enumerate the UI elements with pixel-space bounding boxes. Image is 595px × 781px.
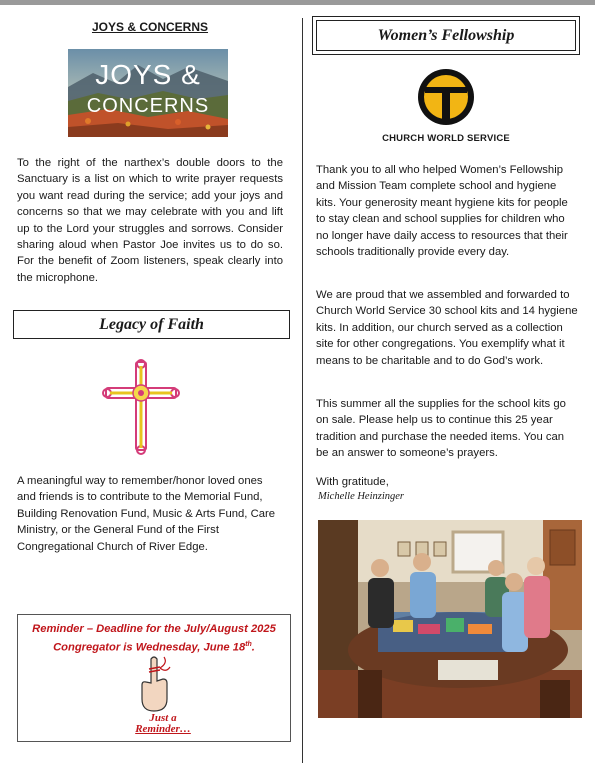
church-world-service-logo-icon — [417, 68, 475, 126]
column-divider — [302, 18, 303, 763]
joys-concerns-banner-image — [68, 49, 228, 137]
legacy-of-faith-heading: Legacy of Faith — [13, 310, 290, 339]
badge-line-2: Reminder… — [135, 723, 191, 735]
signature: Michelle Heinzinger — [318, 491, 405, 502]
legacy-of-faith-paragraph: A meaningful way to remember/honor loved ones and friends is to contribute to the Memorial Fund, Building Renovation Fund, Music & Arts Fund, Care Ministry, or the General Fund of the First Congregational Church of River Edge. — [17, 475, 276, 553]
closing-salutation: With gratitude, — [316, 476, 389, 488]
just-a-reminder-badge — [118, 713, 208, 735]
womens-fellowship-paragraph-2: We are proud that we assembled and forwarded to Church World Service 30 school kits and 14 hygiene kits. In addition, our church served as a collection site for other congregations. You exemplify what it means to be charitable and to do God’s work. — [316, 289, 578, 367]
womens-fellowship-paragraph-3: This summer all the supplies for the school kits go on sale. Please help us to continue this 25 year tradition and purchase the needed items. You can be an answer to someone’s prayers. — [316, 398, 566, 460]
reminder-box — [17, 614, 291, 742]
reminder-line-1: Reminder – Deadline for the July/August 2025 — [32, 623, 276, 635]
reminder-text — [18, 621, 290, 656]
finger-string-icon — [134, 655, 174, 715]
reminder-line-2 — [18, 637, 290, 656]
banner-text-concerns: CONCERNS — [86, 95, 210, 117]
womens-fellowship-paragraph-1: Thank you to all who helped Women’s Fellowship and Mission Team complete school and hygiene kits. Your generosity meant hygiene kits for people to stay clean and school supplies for children who no longer have daily access to resources that their schools traditionally provide every day. — [316, 164, 568, 259]
banner-text-joys: JOYS & — [95, 59, 201, 90]
womens-fellowship-heading-frame — [312, 16, 580, 55]
reminder-date-suffix: th — [245, 641, 252, 648]
reminder-line-2-text: Congregator is Wednesday, June 18 — [53, 641, 246, 654]
church-world-service-logo-text: CHURCH WORLD SERVICE — [382, 133, 510, 144]
group-photo-image — [318, 520, 582, 718]
volunteers-photo — [318, 520, 582, 718]
reminder-line-2-period: . — [251, 641, 255, 654]
page-top-rule — [0, 0, 595, 5]
womens-fellowship-heading: Women’s Fellowship — [316, 20, 576, 51]
joys-concerns-paragraph: To the right of the narthex’s double doors to the Sanctuary is a list on which to write prayer requests you want read during the service; add your joys and concerns so that we may celebrate with you and lift up to the Lord your struggles and sorrows. Consider sharing aloud when Pastor Joe invites us to do so. For the benefit of Zoom listeners, speak clearly into the microphone. — [17, 157, 283, 284]
joys-concerns-heading: JOYS & CONCERNS — [91, 20, 209, 34]
badge-line-1: Just a — [149, 712, 177, 724]
cross-icon — [102, 358, 180, 456]
